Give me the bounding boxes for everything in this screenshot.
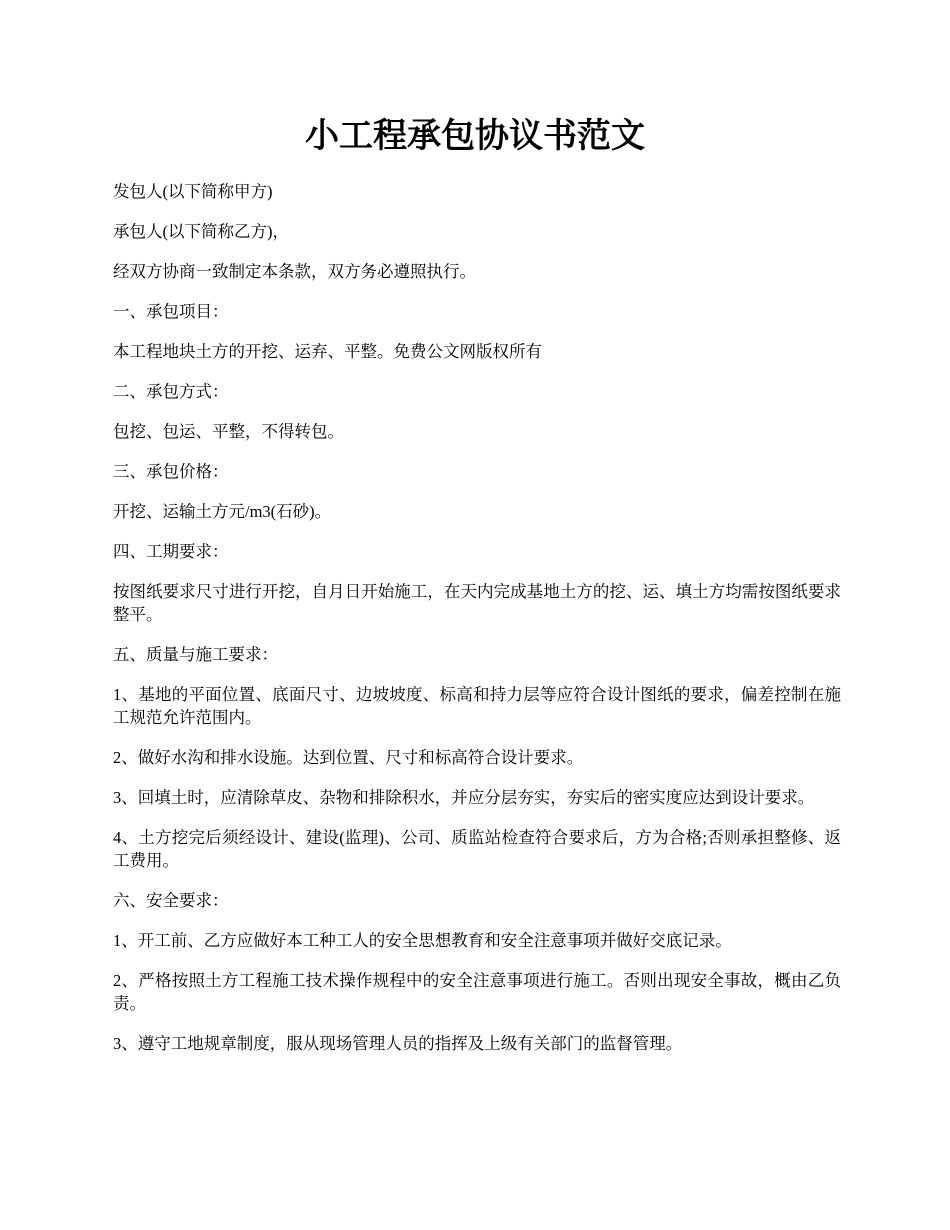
paragraph-project: 本工程地块土方的开挖、运弃、平整。免费公文网版权所有 xyxy=(113,342,542,361)
section-heading-1: 一、承包项目： xyxy=(113,302,229,321)
paragraph-quality-4: 4、土方挖完后须经设计、建设(监理)、公司、质监站检查符合要求后，方为合格;否则承担整修、返工费用。 xyxy=(113,828,841,870)
paragraph-price: 开挖、运输土方元/m3(石砂)。 xyxy=(113,502,332,521)
document-title: 小工程承包协议书范文 xyxy=(305,116,645,156)
paragraph-party-a: 发包人(以下简称甲方) xyxy=(113,182,273,201)
paragraph-agreement: 经双方协商一致制定本条款，双方务必遵照执行。 xyxy=(113,262,476,281)
paragraph-quality-2: 2、做好水沟和排水设施。达到位置、尺寸和标高符合设计要求。 xyxy=(113,748,584,767)
section-heading-2: 二、承包方式： xyxy=(113,382,229,401)
paragraph-quality-1: 1、基地的平面位置、底面尺寸、边坡坡度、标高和持力层等应符合设计图纸的要求，偏差控制在施工规范允许范围内。 xyxy=(113,685,841,727)
paragraph-safety-1: 1、开工前、乙方应做好本工种工人的安全思想教育和安全注意事项并做好交底记录。 xyxy=(113,931,732,950)
section-heading-5: 五、质量与施工要求： xyxy=(113,645,278,664)
paragraph-safety-3: 3、遵守工地规章制度，服从现场管理人员的指挥及上级有关部门的监督管理。 xyxy=(113,1034,683,1053)
document-body xyxy=(113,180,841,1072)
section-heading-3: 三、承包价格： xyxy=(113,462,229,481)
paragraph-method: 包挖、包运、平整，不得转包。 xyxy=(113,422,344,441)
paragraph-party-b: 承包人(以下简称乙方)， xyxy=(113,222,289,241)
paragraph-schedule: 按图纸要求尺寸进行开挖，自月日开始施工，在天内完成基地土方的挖、运、填土方均需按图纸要求整平。 xyxy=(113,582,841,624)
paragraph-quality-3: 3、回填土时，应清除草皮、杂物和排除积水，并应分层夯实，夯实后的密实度应达到设计要求。 xyxy=(113,788,815,807)
section-heading-4: 四、工期要求： xyxy=(113,542,229,561)
paragraph-safety-2: 2、严格按照土方工程施工技术操作规程中的安全注意事项进行施工。否则出现安全事故，概由乙负责。 xyxy=(113,971,841,1013)
section-heading-6: 六、安全要求： xyxy=(113,891,229,910)
